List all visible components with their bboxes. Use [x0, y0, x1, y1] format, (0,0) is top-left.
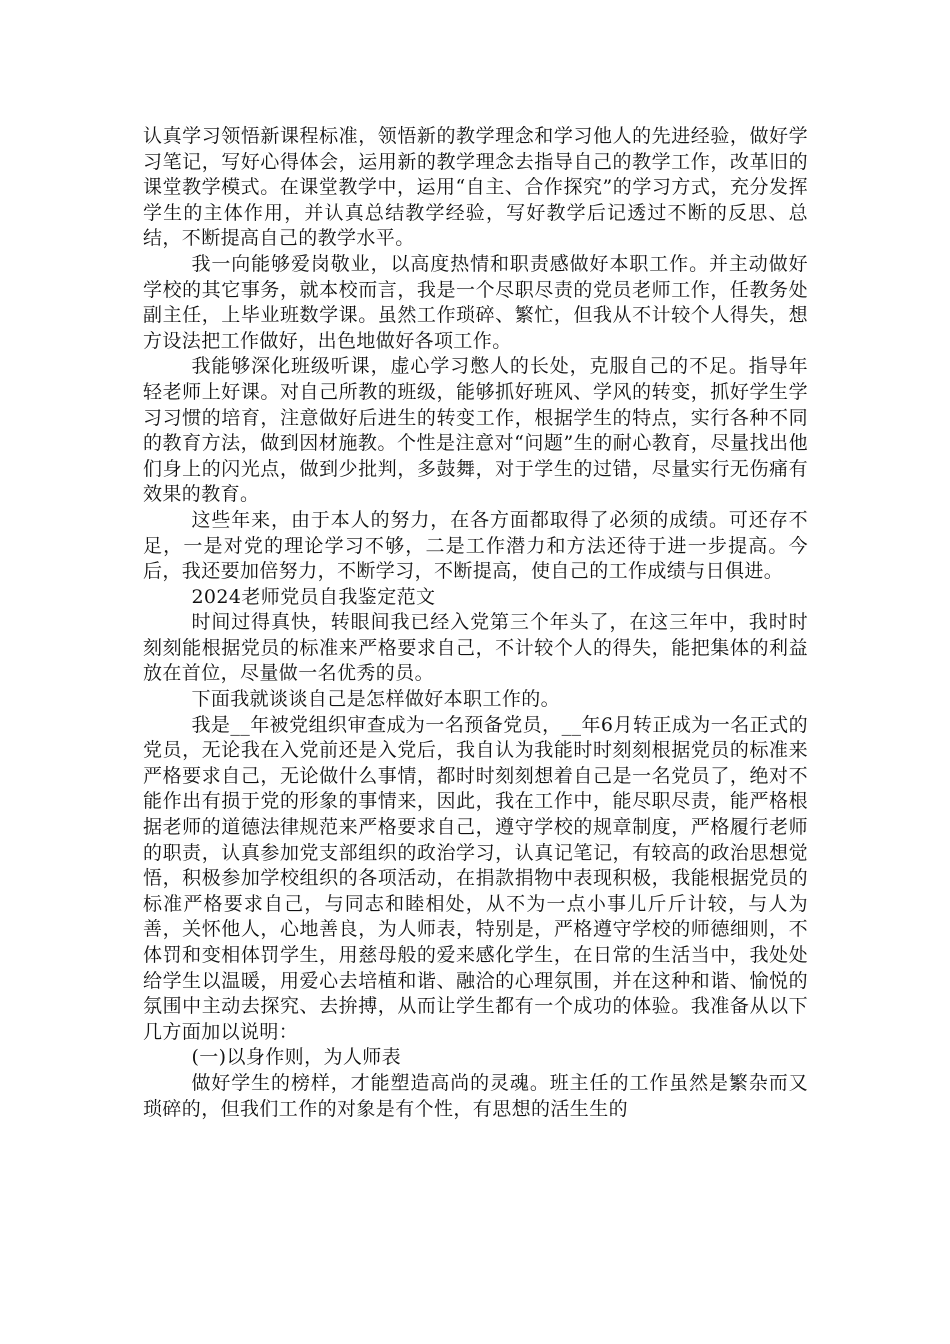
paragraph: 时间过得真快，转眼间我已经入党第三个年头了，在这三年中，我时时刻刻能根据党员的标准来严格要求自己，不计较个人的得失，能把集体的利益放在首位，尽量做一名优秀的员。 — [143, 611, 808, 685]
section-heading: 2024老师党员自我鉴定范文 — [191, 585, 436, 608]
paragraph: 我一向能够爱岗敬业，以高度热情和职责感做好本职工作。并主动做好学校的其它事务，就本校而言，我是一个尽职尽责的党员老师工作，任教务处副主任，上毕业班数学课。虽然工作琐碎、繁忙，但我从不计较个人得失，想方设法把工作做好，出色地做好各项工作。 — [143, 252, 808, 352]
subsection-heading: (一)以身作则，为人师表 — [191, 1046, 402, 1069]
paragraph: 我是__年被党组织审查成为一名预备党员，__年6月转正成为一名正式的党员，无论我在入党前还是入党后，我自认为我能时时刻刻根据党员的标准来严格要求自己，无论做什么事情，都时时刻刻想着自己是一名党员了，绝对不能作出有损于党的形象的事情来，因此，我在工作中，能尽职尽责，能严格根据老师的道德法律规范来严格要求自己，遵守学校的规章制度，严格履行老师的职责，认真参加党支部组织的政治学习，认真记笔记，有较高的政治思想觉悟，积极参加学校组织的各项活动，在捐款捐物中表现积极，我能根据党员的标准严格要求自己，与同志和睦相处，从不为一点小事儿斤斤计较，与人为善，关怀他人，心地善良，为人师表，特别是，严格遵守学校的师德细则，不体罚和变相体罚学生，用慈母般的爱来感化学生，在日常的生活当中，我处处给学生以温暖，用爱心去培植和谐、融洽的心理氛围，并在这种和谐、愉悦的氛围中主动去探究、去拚搏，从而让学生都有一个成功的体验。我准备从以下几方面加以说明： — [143, 713, 808, 1043]
paragraph: 这些年来，由于本人的努力，在各方面都取得了必须的成绩。可还存不足，一是对党的理论学习不够，二是工作潜力和方法还待于进一步提高。今后，我还要加倍努力，不断学习，不断提高，使自己的工作成绩与日俱进。 — [143, 508, 808, 583]
paragraph: 认真学习领悟新课程标准，领悟新的教学理念和学习他人的先进经验，做好学习笔记，写好心得体会，运用新的教学理念去指导自己的教学工作，改革旧的课堂教学模式。在课堂教学中，运用“自主、合作探究”的学习方式，充分发挥学生的主体作用，并认真总结教学经验，写好教学后记透过不断的反思、总结，不断提高自己的教学水平。 — [143, 125, 808, 250]
paragraph: 下面我就谈谈自己是怎样做好本职工作的。 — [191, 688, 561, 711]
paragraph: 我能够深化班级听课，虚心学习憋人的长处，克服自己的不足。指导年轻老师上好课。对自己所教的班级，能够抓好班风、学风的转变，抓好学生学习习惯的培育，注意做好后进生的转变工作，根据学生的特点，实行各种不同的教育方法，做到因材施教。个性是注意对“问题”生的耐心教育，尽量找出他们身上的闪光点，做到少批判，多鼓舞，对于学生的过错，尽量实行无伤痛有效果的教育。 — [143, 355, 808, 506]
paragraph: 做好学生的榜样，才能塑造高尚的灵魂。班主任的工作虽然是繁杂而又琐碎的，但我们工作的对象是有个性，有思想的活生生的 — [143, 1071, 808, 1120]
document-page — [143, 124, 808, 1122]
